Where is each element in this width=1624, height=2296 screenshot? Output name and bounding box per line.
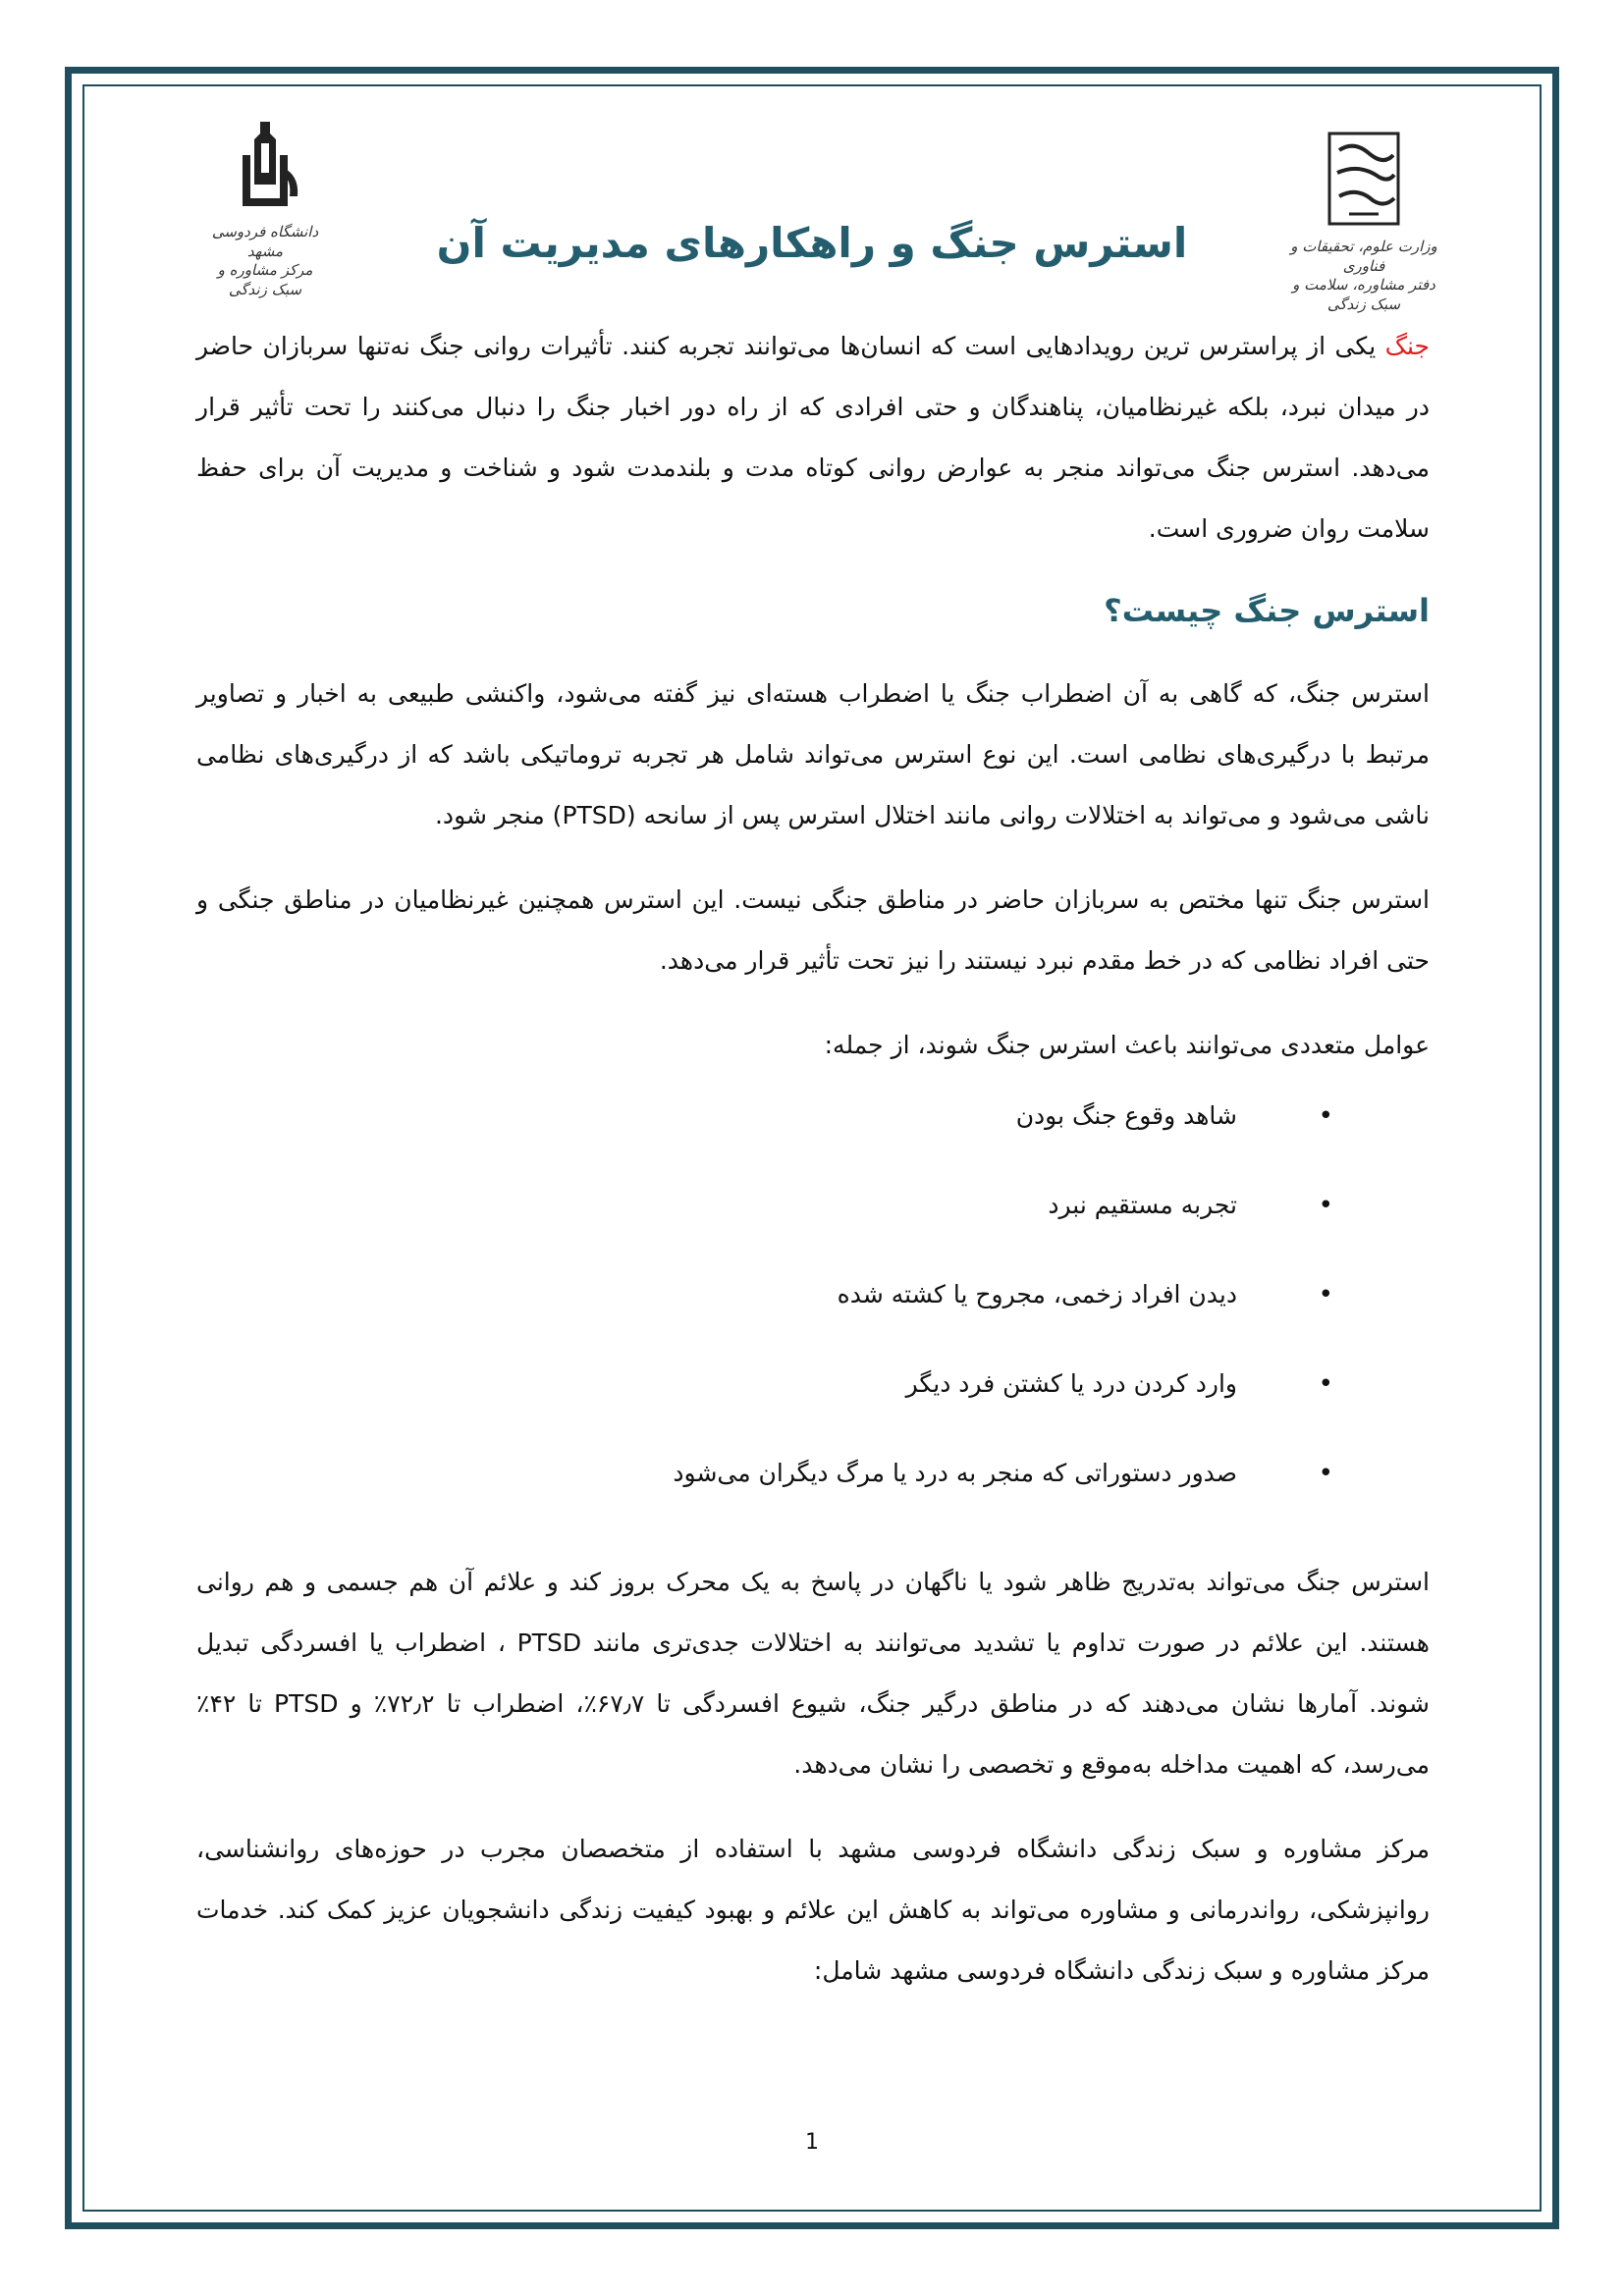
causes-list <box>196 1092 1430 1538</box>
paragraph-definition: استرس جنگ، که گاهی به آن اضطراب جنگ یا اضطراب هسته‌ای نیز گفته می‌شود، واکنشی طبیعی به اخبار و تصاویر مرتبط با درگیری‌های نظامی است. این نوع استرس می‌تواند شامل هر تجربه تروماتیکی باشد که از درگیری‌های نظامی ناشی می‌شود و می‌تواند به اختلالات روانی مانند اختلال استرس پس از سانحه (PTSD) منجر شود. <box>196 679 1430 829</box>
page-header <box>187 116 1437 313</box>
list-item <box>196 1449 1430 1538</box>
bullet-icon: • <box>1318 1369 1333 1399</box>
intro-accent-word: جنگ <box>1384 332 1430 360</box>
list-item <box>196 1092 1430 1181</box>
bullet-icon: • <box>1318 1280 1333 1309</box>
list-item-text: وارد کردن درد یا کشتن فرد دیگر <box>905 1369 1237 1398</box>
page-number: 1 <box>805 2130 819 2155</box>
university-logo <box>206 116 324 298</box>
bullet-icon: • <box>1318 1101 1333 1131</box>
intro-text: یکی از پراسترس ترین رویدادهایی است که انسان‌ها می‌توانند تجربه کنند. تأثیرات روانی جنگ نه‌تنها سربازان حاضر در میدان نبرد، بلکه غیرنظامیان، پناهندگان و حتی افرادی که از راه دور اخبار جنگ را دنبال می‌کنند را تحت تأثیر قرار می‌دهد. استرس جنگ می‌تواند منجر به عوارض روانی کوتاه مدت و بلندمدت شود و شناخت و مدیریت آن برای حفظ سلامت روان ضروری است. <box>196 332 1430 543</box>
ministry-logo <box>1290 126 1437 313</box>
list-item-text: شاهد وقوع جنگ بودن <box>1015 1101 1237 1130</box>
page-title: استرس جنگ و راهکارهای مدیریت آن <box>436 219 1188 267</box>
list-item-text: تجربه مستقیم نبرد <box>1048 1191 1237 1219</box>
section-heading: استرس جنگ چیست؟ <box>1104 592 1430 629</box>
paragraph-scope: استرس جنگ تنها مختص به سربازان حاضر در مناطق جنگی نیست. این استرس همچنین غیرنظامیان در مناطق جنگی و حتی افراد نظامی که در خط مقدم نبرد نیستند را نیز تحت تأثیر قرار می‌دهد. <box>196 885 1430 975</box>
paragraph-symptoms: استرس جنگ می‌تواند به‌تدریج ظاهر شود یا ناگهان در پاسخ به یک محرک بروز کند و علائم آن هم جسمی و هم روانی هستند. این علائم در صورت تداوم یا تشدید می‌توانند به اختلالات جدی‌تری مانند PTSD ، اضطراب یا افسردگی تبدیل شوند. آمارها نشان می‌دهند که در مناطق درگیر جنگ، شیوع افسردگی تا ۶۷٫۷٪، اضطراب تا ۷۲٫۲٪ و PTSD تا ۴۲٪ می‌رسد، که اهمیت مداخله به‌موقع و تخصصی را نشان می‌دهد. <box>196 1568 1430 1779</box>
list-item <box>196 1181 1430 1270</box>
list-item <box>196 1360 1430 1449</box>
university-logo-caption: دانشگاه فردوسی مشهد مرکز مشاوره و سبک زندگی <box>211 223 319 298</box>
paragraph-causes-intro: عوامل متعددی می‌توانند باعث استرس جنگ شوند، از جمله: <box>824 1031 1430 1059</box>
university-emblem-icon <box>221 116 309 219</box>
list-item-text: دیدن افراد زخمی، مجروح یا کشته شده <box>837 1280 1237 1308</box>
bullet-icon: • <box>1318 1191 1333 1220</box>
intro-paragraph <box>196 316 1430 560</box>
paragraph-services: مرکز مشاوره و سبک زندگی دانشگاه فردوسی مشهد با استفاده از متخصصان مجرب در حوزه‌های روانشناسی، روانپزشکی، رواندرمانی و مشاوره می‌تواند به کاهش این علائم و بهبود کیفیت زندگی دانشجویان عزیز کمک کند. خدمات مرکز مشاوره و سبک زندگی دانشگاه فردوسی مشهد شامل: <box>196 1835 1430 1985</box>
ministry-calligraphy-logo-icon <box>1310 126 1418 234</box>
ministry-logo-caption: وزارت علوم، تحقیقات و فناوری دفتر مشاوره، سلامت و سبک زندگی <box>1290 238 1437 313</box>
document-body <box>196 316 1430 2002</box>
bullet-icon: • <box>1318 1459 1333 1488</box>
list-item <box>196 1270 1430 1360</box>
list-item-text: صدور دستوراتی که منجر به درد یا مرگ دیگران می‌شود <box>673 1459 1237 1487</box>
